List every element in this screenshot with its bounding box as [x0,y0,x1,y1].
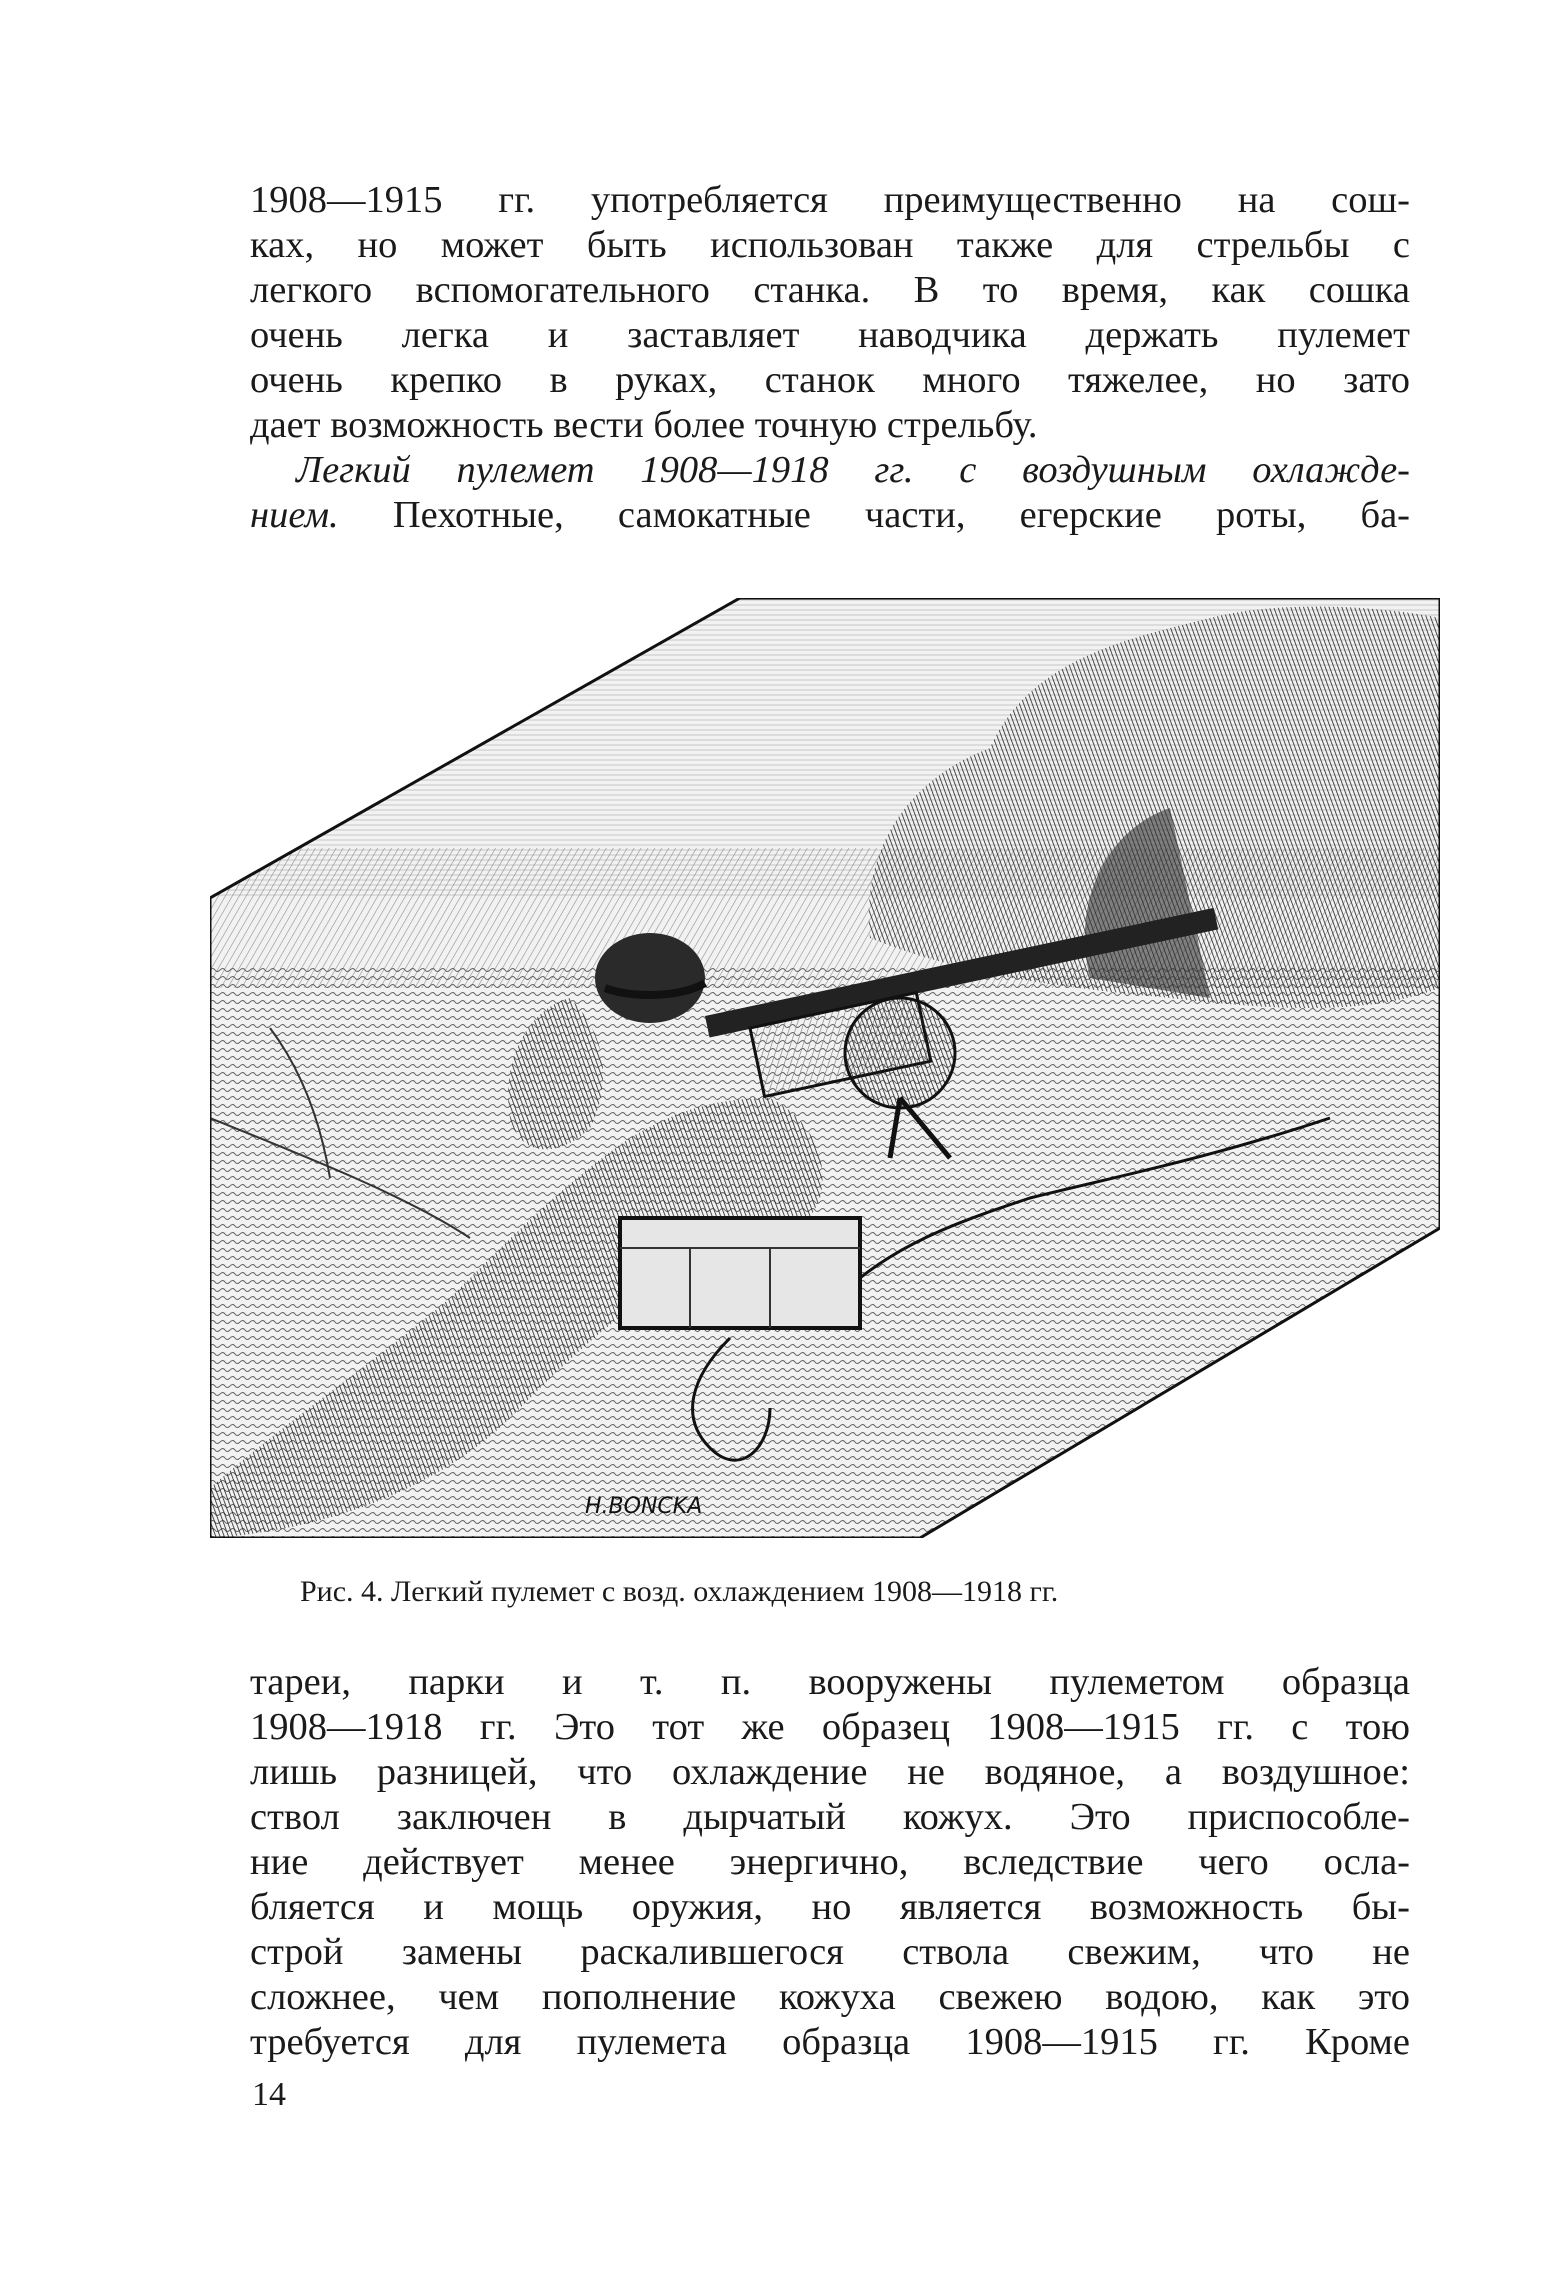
artist-signature: H.BONCKA [585,1494,703,1519]
section-text-line [250,493,1410,538]
top-paragraph [250,178,1410,538]
text-line: ствол заключен в дырчатый кожух. Это приспособле- [250,1796,1410,1838]
text-line: требуется для пулемета образца 1908—1915 гг. Кроме [250,2021,1410,2063]
page-number: 14 [252,2076,286,2113]
figure-machine-gun [210,598,1440,1538]
section-heading-line [250,448,1410,493]
bottom-paragraph [250,1660,1410,2065]
text-line: тареи, парки и т. п. вооружены пулеметом образца [250,1661,1410,1703]
section-text: Пехотные, самокатные части, егерские роты, ба- [338,494,1410,536]
text-line: лишь разницей, что охлаждение не водяное, а воздушное: [250,1751,1410,1793]
text-line: 1908—1915 гг. употребляется преимущественно на сош- [250,179,1410,221]
machine-gun-engraving [210,598,1440,1538]
figure-caption: Рис. 4. Легкий пулемет с возд. охлаждением 1908—1918 гг. [300,1575,1059,1608]
text-line: очень крепко в руках, станок много тяжелее, но зато [250,359,1410,401]
text-line: очень легка и заставляет наводчика держать пулемет [250,314,1410,356]
text-line: 1908—1918 гг. Это тот же образец 1908—1915 гг. с тою [250,1706,1410,1748]
text-line: сложнее, чем пополнение кожуха свежею водою, как это [250,1976,1410,2018]
text-line: ках, но может быть использован также для стрельбы с [250,224,1410,266]
text-line: дает возможность вести более точную стрельбу. [250,404,1038,446]
section-heading: Легкий пулемет 1908—1918 гг. с воздушным охлажде- [296,449,1410,491]
text-line: ние действует менее энергично, вследствие чего осла- [250,1841,1410,1883]
text-line: легкого вспомогательного станка. В то время, как сошка [250,269,1410,311]
text-line: строй замены раскалившегося ствола свежим, что не [250,1931,1410,1973]
section-heading-end: нием. [250,494,339,536]
text-line: бляется и мощь оружия, но является возможность бы- [250,1886,1410,1928]
